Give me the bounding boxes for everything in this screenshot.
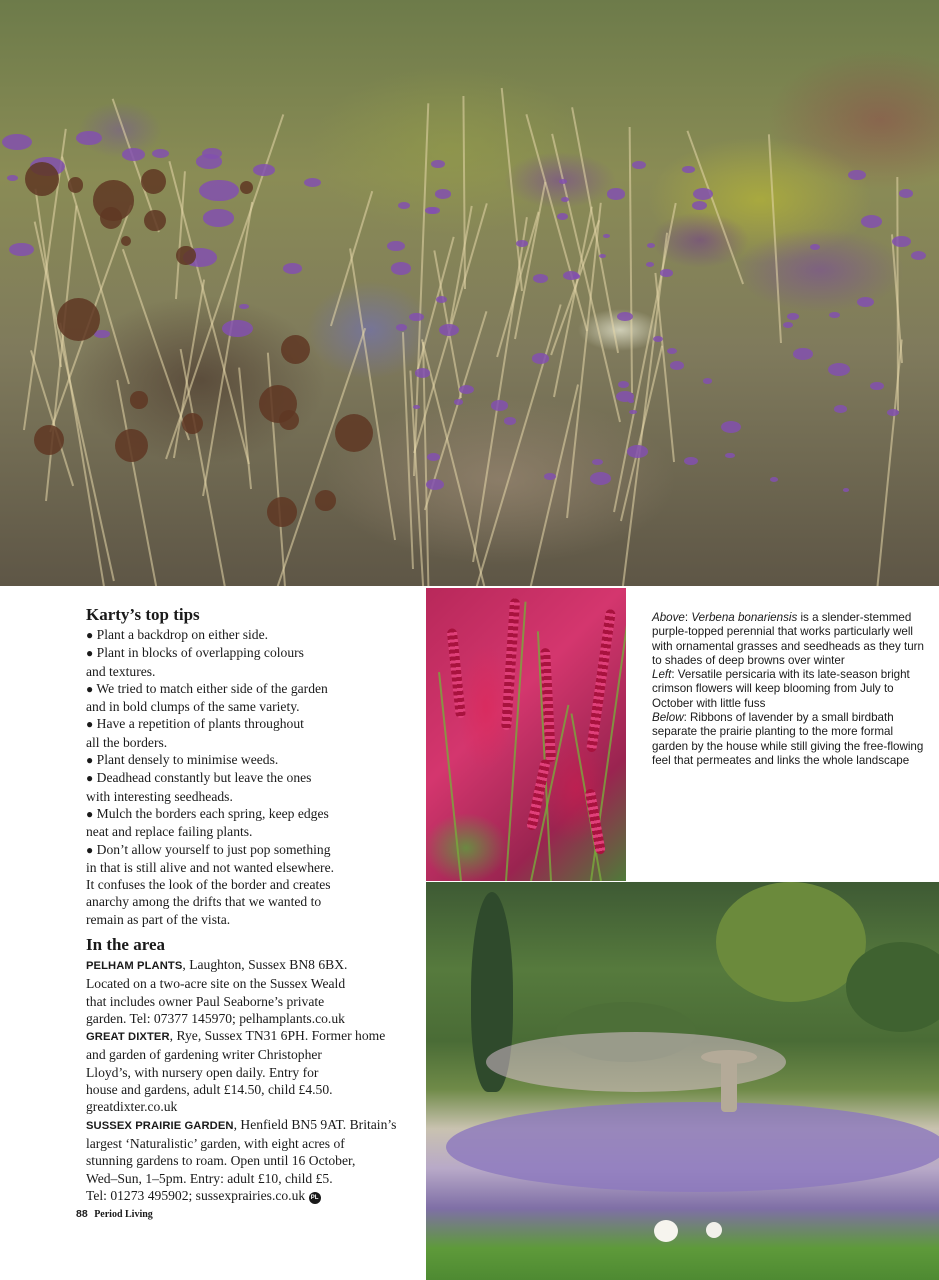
lavender-drift bbox=[446, 1102, 939, 1192]
verbena-flower bbox=[721, 421, 742, 433]
verbena-flower bbox=[592, 459, 603, 465]
verbena-flower bbox=[899, 189, 913, 198]
area-entry-name: SUSSEX PRAIRIE GARDEN bbox=[86, 1119, 234, 1132]
magazine-name: Period Living bbox=[94, 1209, 153, 1220]
bullet-icon: ● bbox=[86, 771, 94, 786]
grass-stem bbox=[116, 380, 162, 586]
verbena-flower bbox=[516, 240, 528, 247]
tip-item bbox=[86, 841, 406, 928]
verbena-flower bbox=[632, 161, 646, 169]
tree-canopy bbox=[716, 882, 866, 1002]
verbena-flower bbox=[684, 457, 697, 465]
verbena-flower bbox=[253, 164, 275, 176]
verbena-flower bbox=[557, 213, 569, 220]
verbena-flower bbox=[391, 262, 412, 274]
verbena-flower bbox=[670, 361, 684, 370]
tip-line: all the borders. bbox=[86, 734, 168, 750]
grass-stem bbox=[60, 323, 120, 586]
seedhead bbox=[68, 177, 84, 193]
verbena-flower bbox=[787, 313, 799, 320]
caption-below-text: : Ribbons of lavender by a small birdbath separate the prairie planting to the more formal garden by the house while still giving the free-flowing feel that permeates and links the whole landscape bbox=[652, 711, 924, 767]
verbena-flower bbox=[559, 179, 567, 184]
verbena-flower bbox=[454, 399, 463, 405]
verbena-flower bbox=[435, 189, 451, 199]
verbena-flower bbox=[646, 262, 655, 267]
verbena-flower bbox=[413, 405, 419, 409]
verbena-flower bbox=[491, 400, 508, 410]
grass-stem bbox=[613, 203, 677, 512]
tip-line: It confuses the look of the border and creates bbox=[86, 877, 331, 893]
area-entry-line: , Laughton, Sussex BN8 6BX. bbox=[182, 957, 348, 972]
verbena-flower bbox=[533, 274, 548, 283]
bullet-icon: ● bbox=[86, 717, 94, 732]
caption-left-text: : Versatile persicaria with its late-season bright crimson flowers will keep blooming from July to October with little fuss bbox=[652, 668, 910, 710]
area-entry-line: house and gardens, adult £14.50, child £4.50. bbox=[86, 1082, 333, 1098]
seedhead bbox=[25, 162, 59, 196]
seedhead bbox=[34, 425, 64, 455]
tip-item bbox=[86, 715, 406, 751]
tip-line: Have a repetition of plants throughout bbox=[96, 716, 304, 732]
verbena-flower bbox=[409, 313, 424, 322]
verbena-flower bbox=[415, 368, 431, 378]
persicaria-photo bbox=[426, 588, 626, 881]
hero-photo-verbena-border bbox=[0, 0, 939, 586]
birdbath-bowl bbox=[701, 1050, 757, 1064]
verbena-flower bbox=[682, 166, 695, 174]
area-entry-line: stunning gardens to roam. Open until 16 October, bbox=[86, 1153, 356, 1169]
seedhead bbox=[141, 169, 166, 194]
verbena-flower bbox=[599, 254, 606, 258]
area-entry-line: Lloyd’s, with nursery open daily. Entry for bbox=[86, 1064, 319, 1080]
verbena-flower bbox=[629, 410, 637, 415]
verbena-flower bbox=[431, 160, 445, 168]
area-entry-line: that includes owner Paul Seaborne’s private bbox=[86, 993, 325, 1009]
verbena-flower bbox=[590, 472, 611, 485]
caption-above-plant: Verbena bonariensis bbox=[691, 611, 798, 624]
area-entry bbox=[86, 956, 406, 1027]
tip-line: Plant in blocks of overlapping colours bbox=[96, 645, 304, 661]
verbena-flower bbox=[887, 409, 899, 416]
grass-stem bbox=[330, 191, 373, 326]
in-the-area-heading: In the area bbox=[86, 935, 166, 954]
verbena-flower bbox=[848, 170, 866, 181]
verbena-flower bbox=[239, 304, 249, 310]
seedhead bbox=[130, 391, 147, 408]
garden-birdbath-photo bbox=[426, 882, 939, 1280]
photo-captions bbox=[652, 611, 932, 768]
bullet-icon: ● bbox=[86, 806, 94, 821]
verbena-flower bbox=[660, 269, 672, 276]
seedhead bbox=[182, 413, 203, 434]
bullet-icon: ● bbox=[86, 681, 94, 696]
tip-line: We tried to match either side of the garden bbox=[96, 680, 328, 696]
verbena-flower bbox=[783, 322, 793, 328]
grass-stem bbox=[467, 304, 562, 586]
verbena-flower bbox=[396, 324, 407, 331]
area-entry-name: PELHAM PLANTS bbox=[86, 960, 183, 972]
area-entry-line: Tel: 01273 495902; sussexprairies.co.uk bbox=[86, 1187, 306, 1203]
in-the-area-list bbox=[86, 956, 406, 1204]
tip-item bbox=[86, 805, 406, 841]
tip-line: and in bold clumps of the same variety. bbox=[86, 699, 300, 715]
page-number: 88 bbox=[76, 1208, 88, 1220]
verbena-flower bbox=[843, 488, 849, 492]
area-entry-line: , Henfield BN5 9AT. Britain’s bbox=[233, 1116, 397, 1132]
verbena-flower bbox=[653, 336, 663, 342]
verbena-flower bbox=[770, 477, 778, 482]
white-rose bbox=[654, 1220, 678, 1242]
verbena-flower bbox=[122, 148, 145, 161]
verbena-flower bbox=[152, 149, 170, 159]
verbena-flower bbox=[387, 241, 404, 251]
seedhead bbox=[121, 236, 131, 246]
top-tips-list bbox=[86, 626, 406, 928]
tip-line: neat and replace failing plants. bbox=[86, 824, 253, 840]
tip-line: Deadhead constantly but leave the ones bbox=[96, 770, 312, 786]
bullet-icon: ● bbox=[86, 628, 94, 642]
tip-item bbox=[86, 680, 406, 716]
area-entry-line: , Rye, Sussex TN31 6PH. Former home bbox=[169, 1028, 386, 1044]
seedhead bbox=[115, 429, 148, 462]
area-entry-line: garden. Tel: 07377 145970; pelhamplants.co.uk bbox=[86, 1010, 345, 1026]
verbena-flower bbox=[692, 201, 707, 210]
verbena-flower bbox=[573, 274, 580, 278]
tip-line: anarchy among the drifts that we wanted to bbox=[86, 894, 322, 910]
area-entry-line: Wed–Sun, 1–5pm. Entry: adult £10, child £5. bbox=[86, 1170, 333, 1186]
seedhead bbox=[100, 207, 122, 229]
caption-below bbox=[652, 711, 932, 768]
caption-above-text: is a slender-stemmed purple-topped perennial that works particularly well with ornamental grasses and seedheads as they turn to shades of deep browns over winter bbox=[652, 611, 924, 667]
grass-stem bbox=[349, 248, 396, 540]
grass-stem bbox=[35, 188, 63, 366]
verbena-flower bbox=[436, 296, 447, 303]
top-tips-heading: Karty’s top tips bbox=[86, 605, 200, 624]
tip-item bbox=[86, 626, 406, 644]
seedhead bbox=[315, 490, 336, 511]
in-the-area-section bbox=[86, 934, 406, 1204]
area-entry-line: largest ‘Naturalistic’ garden, with eight acres of bbox=[86, 1135, 345, 1151]
verbena-flower bbox=[861, 215, 882, 228]
verbena-flower bbox=[426, 479, 444, 490]
verbena-flower bbox=[857, 297, 874, 307]
tip-line: and textures. bbox=[86, 663, 156, 679]
area-entry bbox=[86, 1027, 406, 1115]
tip-item bbox=[86, 751, 406, 769]
verbena-flower bbox=[304, 178, 321, 187]
tip-line: Plant densely to minimise weeds. bbox=[96, 752, 279, 768]
hedge bbox=[846, 942, 939, 1032]
verbena-flower bbox=[911, 251, 926, 260]
seedhead bbox=[240, 181, 254, 195]
verbena-flower bbox=[76, 131, 102, 145]
birdbath bbox=[721, 1057, 737, 1112]
verbena-flower bbox=[603, 234, 611, 239]
grass-stem bbox=[870, 340, 903, 586]
bullet-icon: ● bbox=[86, 842, 94, 857]
tip-line: Plant a backdrop on either side. bbox=[96, 627, 269, 642]
caption-above: Above: Verbena bonariensis is a slender-stemmed purple-topped perennial that works particularly well with ornamental grasses and seedheads as they turn to shades of deep browns over winter bbox=[652, 611, 924, 667]
grass-stem bbox=[423, 342, 431, 586]
seedhead bbox=[335, 414, 373, 452]
verbena-flower bbox=[829, 312, 840, 319]
tip-line: remain as part of the vista. bbox=[86, 911, 231, 927]
verbena-flower bbox=[703, 378, 712, 384]
seedhead bbox=[281, 335, 310, 364]
area-entry-name: GREAT DIXTER bbox=[86, 1031, 170, 1044]
verbena-flower bbox=[283, 263, 302, 274]
verbena-flower bbox=[459, 385, 475, 394]
verbena-flower bbox=[7, 175, 17, 181]
verbena-flower bbox=[203, 209, 235, 226]
grass-stem bbox=[402, 332, 414, 569]
verbena-flower bbox=[892, 236, 911, 247]
verbena-flower bbox=[667, 348, 677, 354]
verbena-flower bbox=[196, 154, 223, 169]
verbena-flower bbox=[627, 445, 648, 457]
area-entry-line: and garden of gardening writer Christopher bbox=[86, 1047, 322, 1063]
verbena-flower bbox=[810, 244, 820, 250]
tip-line: in that is still alive and not wanted elsewhere. bbox=[86, 859, 335, 875]
verbena-flower bbox=[504, 417, 517, 425]
verbena-flower bbox=[2, 134, 32, 150]
verbena-flower bbox=[199, 180, 238, 202]
tip-line: with interesting seedheads. bbox=[86, 788, 233, 804]
verbena-flower bbox=[828, 363, 850, 376]
verbena-flower bbox=[870, 382, 884, 391]
caption-left-label: Left bbox=[652, 668, 672, 682]
caption-above-label: Above bbox=[652, 611, 685, 624]
seedhead bbox=[144, 210, 166, 232]
verbena-flower bbox=[439, 324, 459, 336]
grass-stem bbox=[767, 134, 781, 343]
verbena-flower bbox=[834, 405, 846, 412]
grass-stem bbox=[622, 232, 668, 585]
seedhead bbox=[176, 246, 195, 265]
area-entry-line: greatdixter.co.uk bbox=[86, 1099, 178, 1115]
seedhead bbox=[267, 497, 297, 527]
verbena-flower bbox=[532, 353, 549, 363]
verbena-flower bbox=[618, 381, 629, 388]
verbena-flower bbox=[793, 348, 813, 360]
area-entry-line: Located on a two-acre site on the Sussex Weald bbox=[86, 976, 346, 992]
grass-stem bbox=[496, 212, 540, 358]
page-folio bbox=[76, 1208, 153, 1220]
verbena-flower bbox=[222, 320, 253, 337]
bullet-icon: ● bbox=[86, 753, 94, 768]
verbena-flower bbox=[607, 188, 626, 199]
area-entry bbox=[86, 1116, 406, 1204]
verbena-flower bbox=[9, 243, 34, 257]
persicaria-flower-spike bbox=[447, 628, 466, 719]
tip-line: Don’t allow yourself to just pop something bbox=[96, 841, 331, 857]
verbena-flower bbox=[725, 453, 735, 459]
verbena-flower bbox=[398, 202, 410, 209]
white-rose bbox=[706, 1222, 722, 1238]
tip-line: Mulch the borders each spring, keep edges bbox=[96, 805, 329, 821]
end-mark-icon: PL bbox=[309, 1192, 321, 1204]
grass-stem bbox=[421, 339, 506, 586]
bullet-icon: ● bbox=[86, 646, 94, 661]
caption-left bbox=[652, 668, 932, 711]
grass-stem bbox=[254, 328, 366, 586]
verbena-flower bbox=[647, 243, 656, 248]
tip-item bbox=[86, 769, 406, 805]
caption-below-label: Below bbox=[652, 711, 684, 725]
top-tips-section bbox=[86, 604, 406, 928]
verbena-flower bbox=[693, 188, 713, 200]
tip-item bbox=[86, 644, 406, 680]
